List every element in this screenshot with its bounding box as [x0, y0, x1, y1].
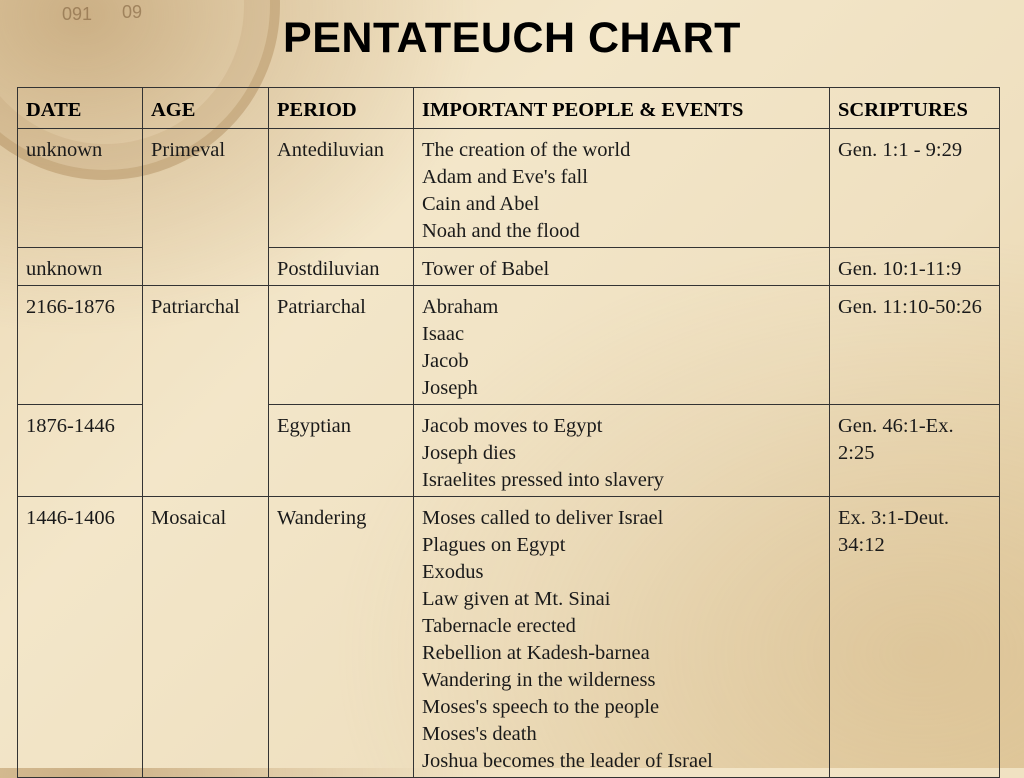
table-row: [18, 129, 1000, 248]
event-item: Joshua becomes the leader of Israel: [422, 750, 713, 772]
events-cell: [414, 405, 830, 497]
event-item: Moses's death: [422, 723, 537, 745]
page-title: PENTATEUCH CHART: [283, 14, 741, 62]
column-header-date: DATE: [18, 88, 143, 129]
events-cell: [414, 497, 830, 778]
table-row: [18, 286, 1000, 405]
column-header-events: IMPORTANT PEOPLE & EVENTS: [414, 88, 830, 129]
compass-number: 091: [62, 4, 93, 24]
event-item: Cain and Abel: [422, 193, 540, 215]
event-item: Tower of Babel: [422, 258, 550, 280]
event-item: Tabernacle erected: [422, 615, 576, 637]
pentateuch-table: [17, 87, 1000, 778]
period-cell: Postdiluvian: [269, 248, 414, 286]
table-row: [18, 497, 1000, 778]
period-cell: Antediluvian: [269, 129, 414, 248]
date-cell: 2166-1876: [18, 286, 143, 405]
event-item: Adam and Eve's fall: [422, 166, 588, 188]
scriptures-cell: Ex. 3:1-Deut. 34:12: [830, 497, 1000, 778]
event-item: Abraham: [422, 296, 499, 318]
age-cell: Patriarchal: [143, 286, 269, 497]
period-cell: Patriarchal: [269, 286, 414, 405]
event-item: Noah and the flood: [422, 220, 580, 242]
period-cell: Wandering: [269, 497, 414, 778]
event-item: Isaac: [422, 323, 465, 345]
age-cell: Mosaical: [143, 497, 269, 778]
event-item: Israelites pressed into slavery: [422, 469, 664, 491]
event-item: Moses's speech to the people: [422, 696, 660, 718]
events-cell: [414, 248, 830, 286]
events-cell: [414, 129, 830, 248]
event-item: Jacob moves to Egypt: [422, 415, 603, 437]
date-cell: 1876-1446: [18, 405, 143, 497]
event-item: The creation of the world: [422, 139, 631, 161]
event-item: Rebellion at Kadesh-barnea: [422, 642, 650, 664]
date-cell: unknown: [18, 248, 143, 286]
event-item: Law given at Mt. Sinai: [422, 588, 611, 610]
event-item: Plagues on Egypt: [422, 534, 566, 556]
event-item: Joseph dies: [422, 442, 516, 464]
event-item: Moses called to deliver Israel: [422, 507, 664, 529]
event-item: Jacob: [422, 350, 469, 372]
scriptures-cell: Gen. 1:1 - 9:29: [830, 129, 1000, 248]
scriptures-cell: Gen. 10:1-11:9: [830, 248, 1000, 286]
date-cell: 1446-1406: [18, 497, 143, 778]
column-header-period: PERIOD: [269, 88, 414, 129]
event-item: Wandering in the wilderness: [422, 669, 656, 691]
column-header-age: AGE: [143, 88, 269, 129]
event-item: Joseph: [422, 377, 478, 399]
age-cell: Primeval: [143, 129, 269, 286]
table-header-row: [18, 88, 1000, 129]
date-cell: unknown: [18, 129, 143, 248]
event-item: Exodus: [422, 561, 484, 583]
column-header-scriptures: SCRIPTURES: [830, 88, 1000, 129]
scriptures-cell: Gen. 46:1-Ex. 2:25: [830, 405, 1000, 497]
compass-number: 09: [122, 2, 143, 22]
events-cell: [414, 286, 830, 405]
scriptures-cell: Gen. 11:10-50:26: [830, 286, 1000, 405]
period-cell: Egyptian: [269, 405, 414, 497]
